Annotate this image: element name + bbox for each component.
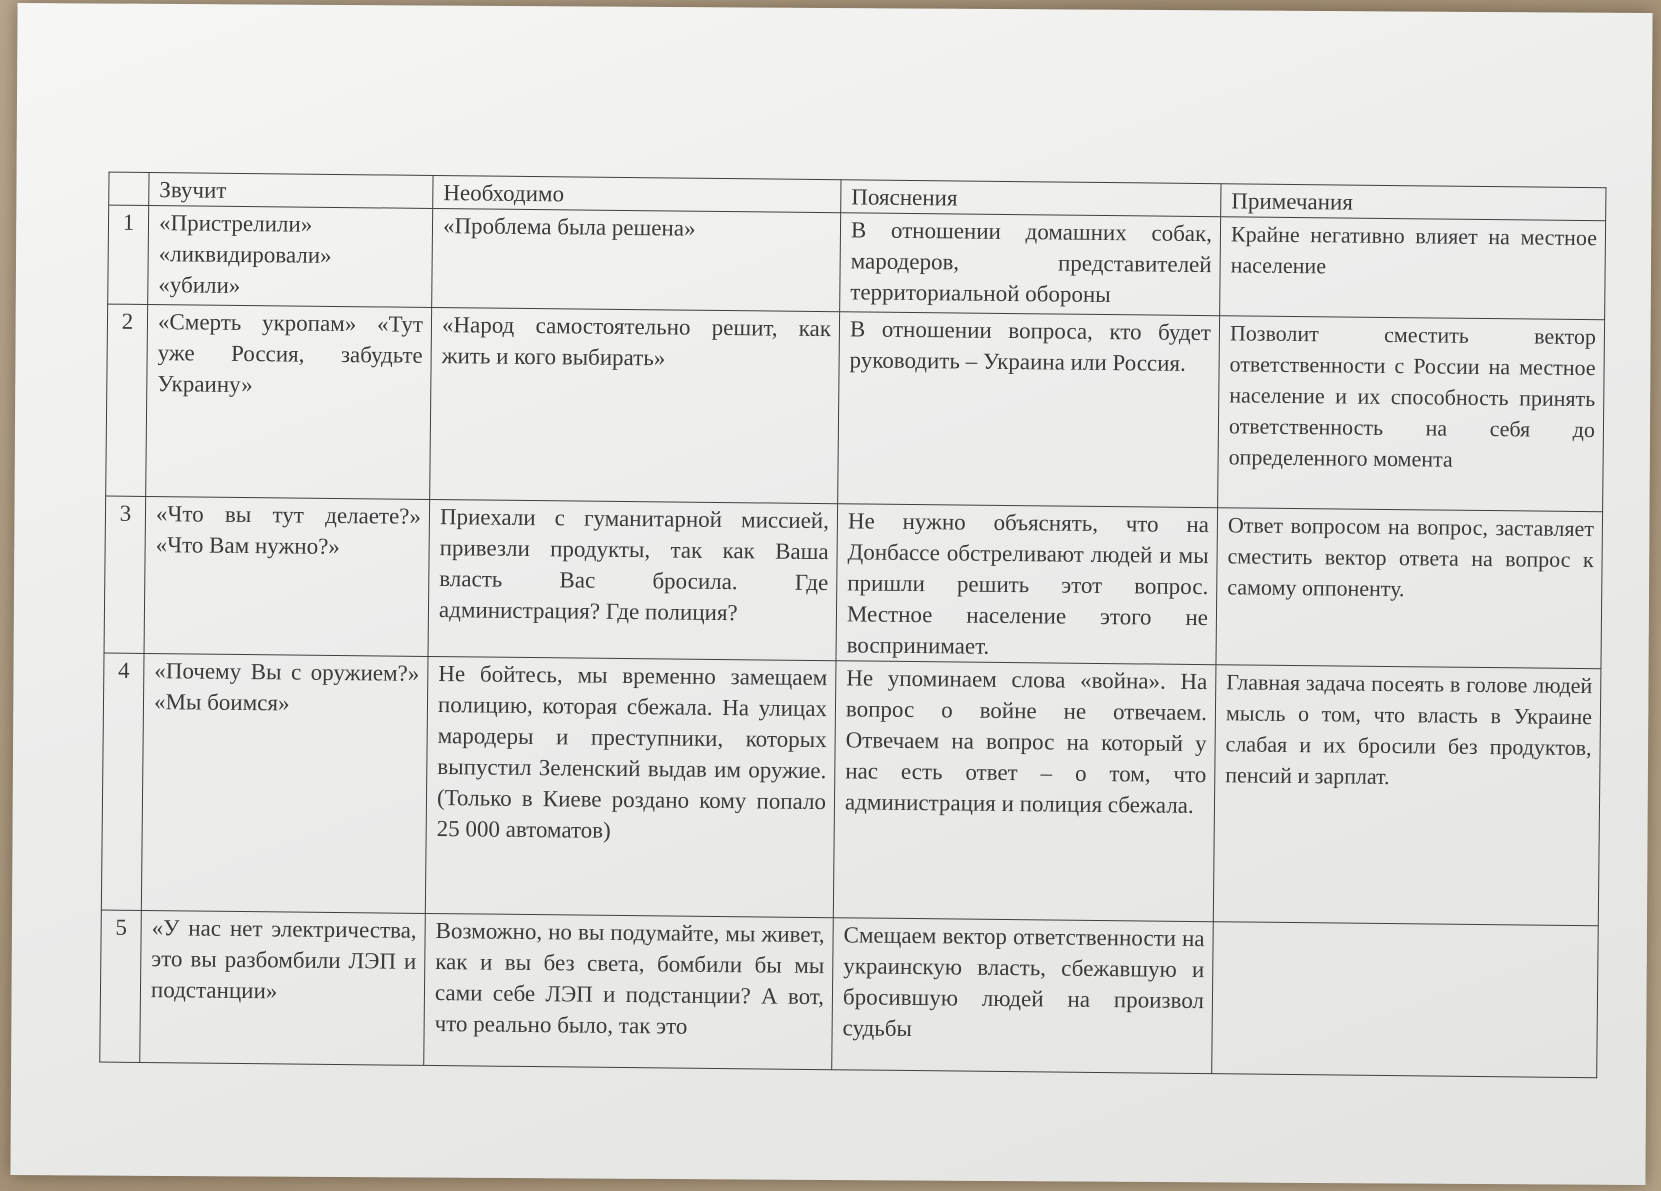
header-number — [109, 172, 149, 205]
cell-primechaniya: Крайне негативно влияет на местное население — [1220, 217, 1606, 320]
row-number: 4 — [101, 653, 144, 910]
row-number: 2 — [106, 304, 148, 496]
row-number: 5 — [100, 910, 142, 1062]
phrase-line: «Пристрелили» — [158, 210, 313, 237]
document-table — [99, 172, 1606, 1079]
phrase-line: «ликвидировали» — [158, 241, 332, 268]
cell-zvuchit: «Что вы тут делаете?» «Что Вам нужно?» — [144, 496, 430, 656]
cell-poyasneniya: В отношении вопроса, кто будет руководить – Украина или Россия. — [838, 312, 1220, 508]
cell-poyasneniya: Смещаем вектор ответственности на украинскую власть, сбежавшую и бросившую людей на произвол судьбы — [832, 918, 1214, 1074]
cell-neobhodimo: «Народ самостоятельно решит, как жить и кого выбирать» — [430, 307, 840, 503]
header-poyasneniya: Пояснения — [841, 180, 1221, 217]
cell-zvuchit: «Почему Вы с оружием?» «Мы боимся» — [141, 653, 428, 913]
cell-neobhodimo: Возможно, но вы подумайте, мы живет, как и вы без света, бомбили бы мы сами себе ЛЭП и подстанции? А вот, что реально было, так это — [424, 913, 834, 1069]
cell-primechaniya: Ответ вопросом на вопрос, заставляет сместить вектор ответа на вопрос к самому оппоненту. — [1216, 508, 1603, 669]
table-row — [100, 910, 1599, 1078]
cell-primechaniya — [1212, 922, 1599, 1078]
cell-neobhodimo: Приехали с гуманитарной миссией, привезли продукты, так как Ваша власть Вас бросила. Где администрация? Где полиция? — [428, 499, 838, 660]
cell-zvuchit: «У нас нет электричества, это вы разбомбили ЛЭП и подстанции» — [140, 910, 426, 1065]
header-zvuchit: Звучит — [149, 173, 433, 209]
table-row — [101, 653, 1601, 926]
cell-poyasneniya: Не нужно объяснять, что на Донбассе обстреливают людей и мы пришли решить этот вопрос. Местное население этого не воспринимает. — [836, 504, 1218, 665]
cell-primechaniya: Главная задача посеять в голове людей мысль о том, что власть в Украине слабая и их бросили без продуктов, пенсий и зарплат. — [1213, 665, 1601, 926]
cell-poyasneniya: В отношении домашних собак, мародеров, представителей территориальной обороны — [840, 213, 1221, 316]
phrase-line: «убили» — [158, 272, 241, 298]
cell-poyasneniya: Не упоминаем слова «война». На вопрос о войне не отвечаем. Отвечаем на вопрос на который у нас есть ответ – о том, что администрация и полиция сбежала. — [833, 661, 1216, 922]
table-row — [108, 205, 1606, 320]
cell-primechaniya: Позволит сместить вектор ответственности с России на местное население и их способность принять ответственность на себя до определенного момента — [1218, 316, 1605, 512]
cell-neobhodimo: Не бойтесь, мы временно замещаем полицию, которая сбежала. На улицах мародеры и преступники, которых выпустил Зеленский выдав им оружие. (Только в Киеве роздано кому попало 25 000 автоматов) — [425, 656, 836, 917]
header-primechaniya: Примечания — [1221, 184, 1606, 221]
row-number: 3 — [104, 496, 146, 653]
cell-zvuchit: «Смерть укропам» «Тут уже Россия, забудьте Украину» — [146, 304, 432, 499]
table-row — [106, 304, 1605, 512]
table-row — [104, 496, 1603, 669]
row-number: 1 — [108, 205, 149, 304]
cell-neobhodimo: «Проблема была решена» — [432, 208, 841, 311]
header-neobhodimo: Необходимо — [433, 175, 841, 212]
cell-zvuchit — [148, 205, 433, 307]
paper-sheet — [10, 3, 1652, 1185]
